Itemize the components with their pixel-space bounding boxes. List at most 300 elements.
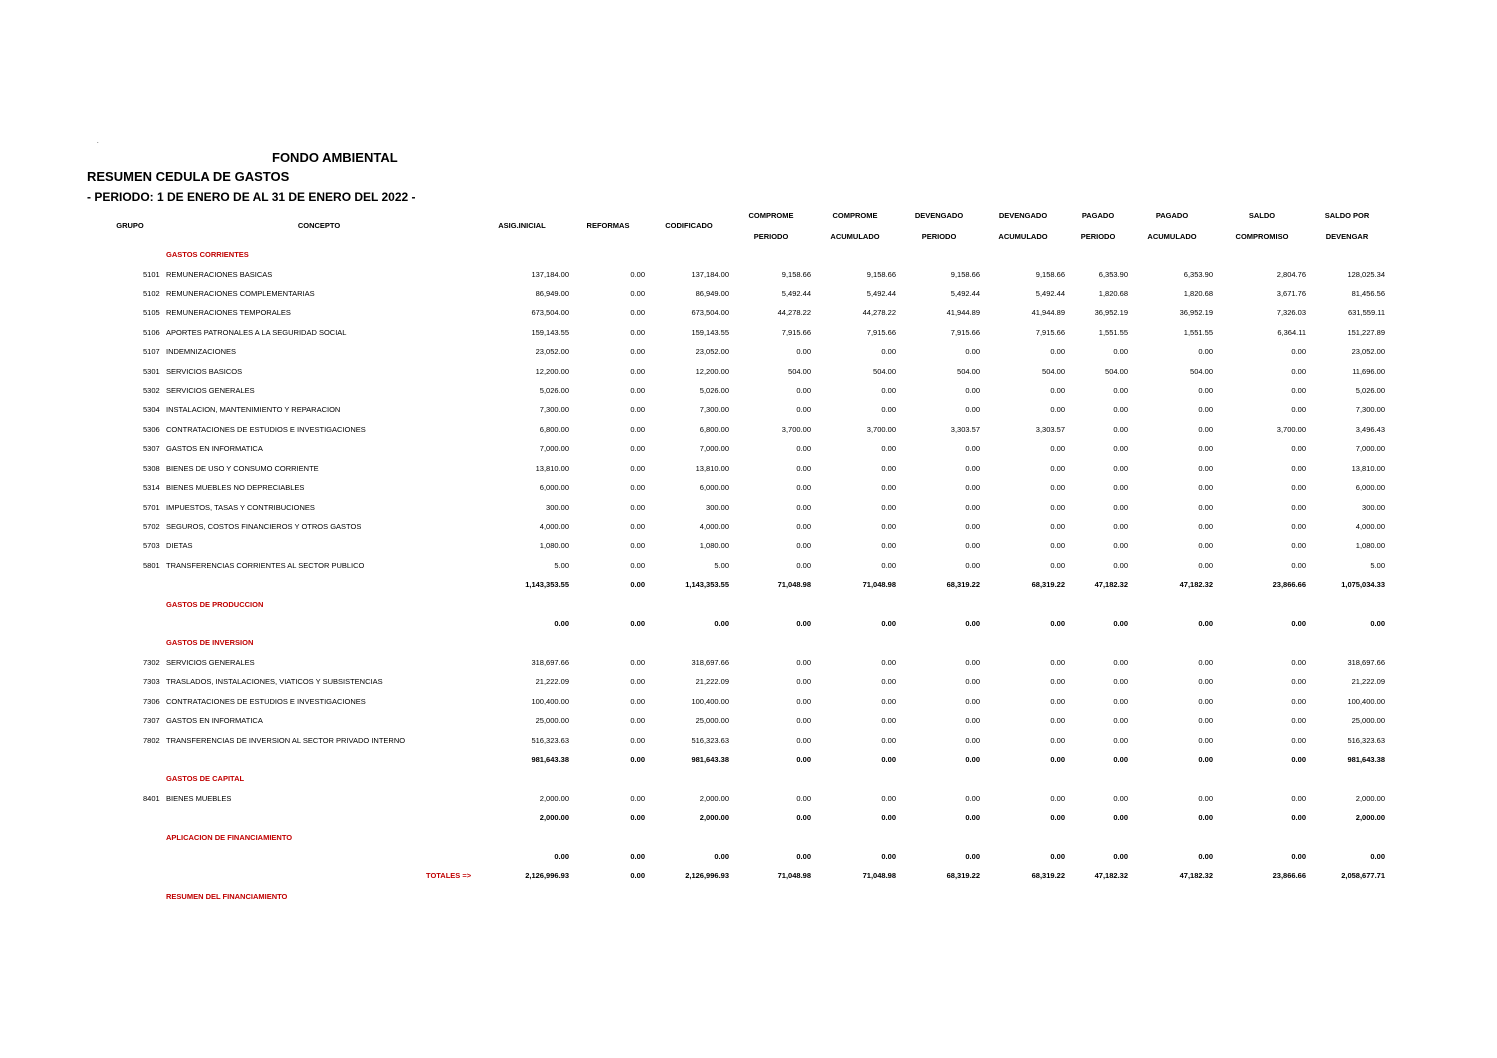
cell-saldo-compromiso: 0.00 [1291, 794, 1306, 803]
cell-pagado-periodo: 0.00 [1113, 658, 1128, 667]
cell-asig-inicial: 300.00 [546, 503, 569, 512]
cell-reformas: 0.00 [630, 755, 645, 764]
cell-pagado-acumulado: 0.00 [1198, 405, 1213, 414]
cell-pagado-periodo: 0.00 [1113, 852, 1128, 861]
row-concept: TRANSFERENCIAS DE INVERSION AL SECTOR PRIVADO INTERNO [166, 736, 406, 745]
cell-saldo-compromiso: 0.00 [1291, 755, 1306, 764]
cell-reformas: 0.00 [630, 716, 645, 725]
cell-devengado-periodo: 0.00 [965, 852, 980, 861]
cell-comprome-periodo: 0.00 [796, 483, 811, 492]
cell-devengado-periodo: 0.00 [965, 813, 980, 822]
cell-asig-inicial: 2,126,996.93 [525, 871, 569, 880]
cell-devengado-periodo: 0.00 [965, 716, 980, 725]
cell-saldo-por-devengar: 1,075,034.33 [1341, 580, 1385, 589]
table-row [0, 464, 1497, 476]
cell-reformas: 0.00 [630, 522, 645, 531]
cell-comprome-acumulado: 0.00 [881, 541, 896, 550]
cell-saldo-compromiso: 23,866.66 [1272, 871, 1306, 880]
cell-saldo-por-devengar: 631,559.11 [1348, 308, 1385, 317]
cell-saldo-compromiso: 0.00 [1291, 367, 1306, 376]
cell-codificado: 12,200.00 [695, 367, 729, 376]
col-comprome-periodo-1: COMPROME [748, 211, 794, 220]
cell-reformas: 0.00 [630, 697, 645, 706]
cell-asig-inicial: 23,052.00 [535, 347, 569, 356]
cell-pagado-periodo: 0.00 [1113, 794, 1128, 803]
cell-devengado-acumulado: 9,158.66 [1035, 270, 1065, 279]
cell-codificado: 981,643.38 [691, 755, 729, 764]
cell-asig-inicial: 6,800.00 [539, 425, 569, 434]
row-code: 7307 [143, 716, 160, 725]
cell-comprome-periodo: 44,278.22 [777, 308, 811, 317]
subtotal-row [0, 852, 1497, 864]
cell-saldo-por-devengar: 23,052.00 [1351, 347, 1385, 356]
cell-saldo-compromiso: 0.00 [1291, 464, 1306, 473]
cell-pagado-periodo: 0.00 [1113, 347, 1128, 356]
cell-pagado-acumulado: 0.00 [1198, 697, 1213, 706]
cell-pagado-periodo: 1,820.68 [1098, 289, 1128, 298]
cell-codificado: 86,949.00 [695, 289, 729, 298]
cell-pagado-periodo: 6,353.90 [1098, 270, 1128, 279]
col-saldo-comp-2: COMPROMISO [1235, 232, 1289, 241]
table-row [0, 483, 1497, 495]
cell-devengado-periodo: 0.00 [965, 464, 980, 473]
row-code: 5304 [143, 405, 160, 414]
cell-asig-inicial: 4,000.00 [539, 522, 569, 531]
cell-comprome-periodo: 0.00 [796, 716, 811, 725]
cell-devengado-periodo: 68,319.22 [946, 580, 980, 589]
financing-summary-title: RESUMEN DEL FINANCIAMIENTO [166, 892, 288, 901]
cell-saldo-compromiso: 2,804.76 [1276, 270, 1306, 279]
cell-devengado-acumulado: 0.00 [1050, 716, 1065, 725]
cell-saldo-compromiso: 0.00 [1291, 405, 1306, 414]
cell-comprome-acumulado: 0.00 [881, 755, 896, 764]
cell-codificado: 100,400.00 [691, 697, 729, 706]
cell-pagado-acumulado: 1,820.68 [1183, 289, 1213, 298]
cell-asig-inicial: 13,810.00 [535, 464, 569, 473]
table-row [0, 386, 1497, 398]
cell-saldo-por-devengar: 300.00 [1362, 503, 1385, 512]
cell-saldo-por-devengar: 2,058,677.71 [1341, 871, 1385, 880]
cell-asig-inicial: 12,200.00 [535, 367, 569, 376]
cell-codificado: 5,026.00 [699, 386, 729, 395]
cell-asig-inicial: 6,000.00 [539, 483, 569, 492]
cell-devengado-periodo: 3,303.57 [950, 425, 980, 434]
cell-codificado: 25,000.00 [695, 716, 729, 725]
cell-reformas: 0.00 [630, 871, 645, 880]
table-row [0, 444, 1497, 456]
cell-reformas: 0.00 [630, 794, 645, 803]
cell-comprome-periodo: 0.00 [796, 677, 811, 686]
cell-devengado-acumulado: 68,319.22 [1031, 871, 1065, 880]
cell-devengado-periodo: 0.00 [965, 561, 980, 570]
cell-devengado-acumulado: 0.00 [1050, 522, 1065, 531]
cell-comprome-acumulado: 0.00 [881, 503, 896, 512]
cell-comprome-periodo: 504.00 [788, 367, 811, 376]
cell-devengado-acumulado: 0.00 [1050, 697, 1065, 706]
cell-reformas: 0.00 [630, 405, 645, 414]
cell-saldo-por-devengar: 128,025.34 [1347, 270, 1385, 279]
row-concept: SEGUROS, COSTOS FINANCIEROS Y OTROS GASTOS [166, 522, 362, 531]
row-code: 5702 [143, 522, 160, 531]
table-row [0, 328, 1497, 340]
cell-devengado-periodo: 0.00 [965, 736, 980, 745]
cell-reformas: 0.00 [630, 736, 645, 745]
cell-devengado-periodo: 5,492.44 [950, 289, 980, 298]
table-row [0, 503, 1497, 515]
cell-codificado: 516,323.63 [691, 736, 729, 745]
cell-comprome-acumulado: 0.00 [881, 561, 896, 570]
cell-devengado-periodo: 0.00 [965, 794, 980, 803]
cell-pagado-periodo: 36,952.19 [1094, 308, 1128, 317]
cell-devengado-periodo: 0.00 [965, 444, 980, 453]
cell-saldo-compromiso: 0.00 [1291, 736, 1306, 745]
cell-comprome-acumulado: 0.00 [881, 444, 896, 453]
totals-row [0, 871, 1497, 883]
row-concept: SERVICIOS GENERALES [166, 386, 255, 395]
cell-pagado-periodo: 0.00 [1113, 405, 1128, 414]
cell-saldo-por-devengar: 1,080.00 [1355, 541, 1385, 550]
cell-devengado-acumulado: 0.00 [1050, 464, 1065, 473]
col-comprome-acum-1: COMPROME [832, 211, 878, 220]
col-codificado: CODIFICADO [665, 221, 713, 230]
cell-pagado-periodo: 0.00 [1113, 541, 1128, 550]
table-row [0, 561, 1497, 573]
row-concept: TRANSFERENCIAS CORRIENTES AL SECTOR PUBLICO [166, 561, 365, 570]
cell-pagado-acumulado: 1,551.55 [1183, 328, 1213, 337]
cell-pagado-periodo: 0.00 [1113, 425, 1128, 434]
cell-codificado: 7,000.00 [699, 444, 729, 453]
cell-devengado-acumulado: 0.00 [1050, 852, 1065, 861]
row-code: 5307 [143, 444, 160, 453]
cell-reformas: 0.00 [630, 483, 645, 492]
cell-saldo-por-devengar: 5.00 [1370, 561, 1385, 570]
cell-codificado: 13,810.00 [695, 464, 729, 473]
row-concept: REMUNERACIONES BASICAS [166, 270, 273, 279]
cell-comprome-acumulado: 0.00 [881, 464, 896, 473]
cell-comprome-periodo: 0.00 [796, 697, 811, 706]
cell-pagado-periodo: 0.00 [1113, 444, 1128, 453]
subtotal-row [0, 813, 1497, 825]
cell-comprome-acumulado: 7,915.66 [866, 328, 896, 337]
cell-asig-inicial: 5,026.00 [539, 386, 569, 395]
cell-asig-inicial: 2,000.00 [539, 813, 569, 822]
cell-pagado-acumulado: 0.00 [1198, 522, 1213, 531]
cell-devengado-acumulado: 0.00 [1050, 736, 1065, 745]
cell-devengado-acumulado: 41,944.89 [1031, 308, 1065, 317]
table-row [0, 716, 1497, 728]
cell-comprome-acumulado: 0.00 [881, 386, 896, 395]
cell-comprome-acumulado: 0.00 [881, 736, 896, 745]
cell-devengado-periodo: 504.00 [957, 367, 980, 376]
cell-asig-inicial: 0.00 [554, 852, 569, 861]
cell-reformas: 0.00 [630, 677, 645, 686]
cell-comprome-acumulado: 0.00 [881, 697, 896, 706]
cell-pagado-periodo: 0.00 [1113, 697, 1128, 706]
row-code: 7303 [143, 677, 160, 686]
table-row [0, 794, 1497, 806]
cell-pagado-acumulado: 504.00 [1190, 367, 1213, 376]
cell-devengado-acumulado: 0.00 [1050, 405, 1065, 414]
cell-pagado-periodo: 0.00 [1113, 522, 1128, 531]
cell-asig-inicial: 25,000.00 [535, 716, 569, 725]
cell-comprome-acumulado: 0.00 [881, 483, 896, 492]
cell-pagado-periodo: 47,182.32 [1094, 871, 1128, 880]
cell-codificado: 159,143.55 [691, 328, 729, 337]
page-mark: . [97, 139, 99, 145]
cell-comprome-acumulado: 0.00 [881, 794, 896, 803]
cell-pagado-acumulado: 0.00 [1198, 794, 1213, 803]
cell-comprome-acumulado: 0.00 [881, 347, 896, 356]
cell-codificado: 318,697.66 [691, 658, 729, 667]
col-asig-inicial: ASIG.INICIAL [498, 221, 546, 230]
cell-asig-inicial: 159,143.55 [531, 328, 569, 337]
totals-label: TOTALES => [426, 871, 472, 880]
col-comprome-acum-2: ACUMULADO [830, 232, 880, 241]
col-pagado-periodo-1: PAGADO [1081, 211, 1115, 220]
cell-comprome-acumulado: 0.00 [881, 852, 896, 861]
cell-pagado-periodo: 1,551.55 [1098, 328, 1128, 337]
cell-saldo-por-devengar: 2,000.00 [1355, 813, 1385, 822]
cell-pagado-acumulado: 47,182.32 [1179, 580, 1213, 589]
cell-saldo-por-devengar: 6,000.00 [1355, 483, 1385, 492]
cell-codificado: 300.00 [706, 503, 729, 512]
cell-codificado: 4,000.00 [699, 522, 729, 531]
cell-comprome-periodo: 0.00 [796, 464, 811, 473]
row-code: 5703 [143, 541, 160, 550]
cell-comprome-acumulado: 0.00 [881, 716, 896, 725]
col-grupo: GRUPO [116, 221, 144, 230]
cell-devengado-acumulado: 0.00 [1050, 386, 1065, 395]
table-row [0, 677, 1497, 689]
cell-comprome-periodo: 0.00 [796, 386, 811, 395]
cell-comprome-periodo: 0.00 [796, 561, 811, 570]
cell-devengado-periodo: 0.00 [965, 347, 980, 356]
col-saldo-dev-1: SALDO POR [1324, 211, 1370, 220]
cell-reformas: 0.00 [630, 328, 645, 337]
report-subtitle: RESUMEN CEDULA DE GASTOS [87, 169, 290, 184]
cell-reformas: 0.00 [630, 347, 645, 356]
cell-devengado-periodo: 0.00 [965, 677, 980, 686]
cell-pagado-acumulado: 0.00 [1198, 658, 1213, 667]
table-row [0, 522, 1497, 534]
cell-codificado: 5.00 [714, 561, 729, 570]
col-devengado-periodo-1: DEVENGADO [914, 211, 964, 220]
cell-comprome-periodo: 0.00 [796, 813, 811, 822]
cell-devengado-periodo: 0.00 [965, 658, 980, 667]
cell-comprome-acumulado: 9,158.66 [866, 270, 896, 279]
cell-reformas: 0.00 [630, 289, 645, 298]
cell-pagado-periodo: 0.00 [1113, 813, 1128, 822]
cell-codificado: 2,000.00 [699, 813, 729, 822]
cell-comprome-periodo: 71,048.98 [777, 871, 811, 880]
col-pagado-acum-2: ACUMULADO [1147, 232, 1197, 241]
cell-asig-inicial: 1,143,353.55 [525, 580, 569, 589]
cell-saldo-compromiso: 0.00 [1291, 619, 1306, 628]
col-devengado-acum-1: DEVENGADO [998, 211, 1048, 220]
cell-devengado-periodo: 0.00 [965, 755, 980, 764]
cell-codificado: 23,052.00 [695, 347, 729, 356]
row-concept: TRASLADOS, INSTALACIONES, VIATICOS Y SUBSISTENCIAS [166, 677, 383, 686]
cell-saldo-compromiso: 0.00 [1291, 677, 1306, 686]
cell-comprome-acumulado: 0.00 [881, 522, 896, 531]
cell-pagado-acumulado: 0.00 [1198, 425, 1213, 434]
cell-saldo-por-devengar: 151,227.89 [1347, 328, 1385, 337]
row-concept: BIENES MUEBLES [166, 794, 232, 803]
row-code: 5302 [143, 386, 160, 395]
cell-devengado-periodo: 41,944.89 [946, 308, 980, 317]
cell-pagado-periodo: 0.00 [1113, 464, 1128, 473]
cell-asig-inicial: 318,697.66 [531, 658, 569, 667]
cell-saldo-por-devengar: 0.00 [1370, 619, 1385, 628]
cell-asig-inicial: 2,000.00 [539, 794, 569, 803]
cell-saldo-por-devengar: 13,810.00 [1351, 464, 1385, 473]
cell-codificado: 1,080.00 [699, 541, 729, 550]
table-row [0, 736, 1497, 748]
cell-codificado: 7,300.00 [699, 405, 729, 414]
cell-pagado-acumulado: 47,182.32 [1179, 871, 1213, 880]
cell-devengado-acumulado: 504.00 [1042, 367, 1065, 376]
cell-saldo-compromiso: 3,700.00 [1276, 425, 1306, 434]
cell-devengado-acumulado: 0.00 [1050, 677, 1065, 686]
col-devengado-acum-2: ACUMULADO [998, 232, 1048, 241]
cell-devengado-periodo: 0.00 [965, 522, 980, 531]
cell-comprome-periodo: 71,048.98 [777, 580, 811, 589]
row-concept: APORTES PATRONALES A LA SEGURIDAD SOCIAL [166, 328, 347, 337]
cell-pagado-periodo: 0.00 [1113, 386, 1128, 395]
cell-saldo-compromiso: 0.00 [1291, 813, 1306, 822]
row-code: 7802 [143, 736, 160, 745]
cell-saldo-compromiso: 6,364.11 [1277, 328, 1306, 337]
row-code: 5306 [143, 425, 160, 434]
subtotal-row [0, 619, 1497, 631]
cell-devengado-acumulado: 0.00 [1050, 658, 1065, 667]
section-title-inversion: GASTOS DE INVERSION [166, 638, 254, 647]
cell-asig-inicial: 516,323.63 [531, 736, 569, 745]
row-concept: IMPUESTOS, TASAS Y CONTRIBUCIONES [166, 503, 315, 512]
cell-reformas: 0.00 [630, 367, 645, 376]
cell-devengado-acumulado: 5,492.44 [1035, 289, 1065, 298]
cell-reformas: 0.00 [630, 813, 645, 822]
cell-asig-inicial: 21,222.09 [535, 677, 569, 686]
cell-devengado-acumulado: 0.00 [1050, 444, 1065, 453]
table-row [0, 270, 1497, 282]
cell-asig-inicial: 100,400.00 [531, 697, 569, 706]
cell-codificado: 2,000.00 [699, 794, 729, 803]
cell-devengado-acumulado: 0.00 [1050, 483, 1065, 492]
table-row [0, 658, 1497, 670]
cell-saldo-por-devengar: 4,000.00 [1355, 522, 1385, 531]
row-code: 5701 [143, 503, 160, 512]
cell-pagado-acumulado: 0.00 [1198, 347, 1213, 356]
col-reformas: REFORMAS [586, 221, 630, 230]
cell-saldo-por-devengar: 7,300.00 [1355, 405, 1385, 414]
cell-codificado: 21,222.09 [695, 677, 729, 686]
row-code: 5101 [143, 270, 160, 279]
cell-devengado-periodo: 68,319.22 [946, 871, 980, 880]
cell-saldo-por-devengar: 100,400.00 [1347, 697, 1385, 706]
subtotal-row [0, 755, 1497, 767]
row-code: 5801 [143, 561, 160, 570]
cell-devengado-acumulado: 0.00 [1050, 619, 1065, 628]
cell-pagado-acumulado: 0.00 [1198, 755, 1213, 764]
row-concept: BIENES MUEBLES NO DEPRECIABLES [166, 483, 305, 492]
row-code: 5314 [143, 483, 160, 492]
cell-comprome-periodo: 0.00 [796, 658, 811, 667]
cell-comprome-acumulado: 71,048.98 [862, 871, 896, 880]
cell-comprome-acumulado: 0.00 [881, 619, 896, 628]
section-title-aplicacion: APLICACION DE FINANCIAMIENTO [166, 833, 293, 842]
table-row [0, 425, 1497, 437]
cell-saldo-por-devengar: 7,000.00 [1355, 444, 1385, 453]
row-code: 8401 [143, 794, 160, 803]
cell-codificado: 6,000.00 [699, 483, 729, 492]
cell-pagado-acumulado: 0.00 [1198, 464, 1213, 473]
table-row [0, 289, 1497, 301]
cell-pagado-periodo: 0.00 [1113, 483, 1128, 492]
cell-saldo-por-devengar: 0.00 [1370, 852, 1385, 861]
row-code: 7306 [143, 697, 160, 706]
cell-saldo-compromiso: 0.00 [1291, 541, 1306, 550]
cell-devengado-acumulado: 7,915.66 [1035, 328, 1065, 337]
cell-saldo-compromiso: 0.00 [1291, 444, 1306, 453]
cell-saldo-compromiso: 0.00 [1291, 852, 1306, 861]
cell-pagado-periodo: 0.00 [1113, 561, 1128, 570]
cell-comprome-periodo: 0.00 [796, 503, 811, 512]
cell-comprome-periodo: 0.00 [796, 852, 811, 861]
cell-comprome-periodo: 0.00 [796, 794, 811, 803]
table-row [0, 541, 1497, 553]
table-row [0, 367, 1497, 379]
cell-comprome-acumulado: 71,048.98 [862, 580, 896, 589]
table-row [0, 405, 1497, 417]
cell-devengado-acumulado: 0.00 [1050, 347, 1065, 356]
cell-pagado-acumulado: 0.00 [1198, 813, 1213, 822]
cell-pagado-periodo: 0.00 [1113, 503, 1128, 512]
col-devengado-periodo-2: PERIODO [921, 232, 957, 241]
cell-devengado-periodo: 0.00 [965, 503, 980, 512]
cell-saldo-por-devengar: 21,222.09 [1351, 677, 1385, 686]
cell-devengado-acumulado: 0.00 [1050, 813, 1065, 822]
cell-asig-inicial: 5.00 [554, 561, 569, 570]
cell-comprome-acumulado: 5,492.44 [866, 289, 896, 298]
cell-devengado-periodo: 0.00 [965, 697, 980, 706]
section-title-corrientes: GASTOS CORRIENTES [166, 250, 249, 259]
cell-reformas: 0.00 [630, 444, 645, 453]
cell-devengado-periodo: 0.00 [965, 619, 980, 628]
table-row [0, 347, 1497, 359]
cell-pagado-periodo: 0.00 [1113, 755, 1128, 764]
cell-comprome-acumulado: 0.00 [881, 813, 896, 822]
cell-pagado-acumulado: 6,353.90 [1183, 270, 1213, 279]
cell-devengado-acumulado: 0.00 [1050, 755, 1065, 764]
cell-devengado-acumulado: 0.00 [1050, 541, 1065, 550]
cell-comprome-periodo: 0.00 [796, 755, 811, 764]
cell-pagado-acumulado: 0.00 [1198, 483, 1213, 492]
cell-pagado-periodo: 47,182.32 [1094, 580, 1128, 589]
cell-codificado: 6,800.00 [699, 425, 729, 434]
subtotal-row [0, 580, 1497, 592]
cell-asig-inicial: 7,000.00 [539, 444, 569, 453]
cell-saldo-por-devengar: 11,696.00 [1352, 367, 1385, 376]
cell-devengado-periodo: 0.00 [965, 483, 980, 492]
cell-saldo-por-devengar: 516,323.63 [1347, 736, 1385, 745]
row-concept: CONTRATACIONES DE ESTUDIOS E INVESTIGACIONES [166, 697, 366, 706]
row-code: 5107 [143, 347, 160, 356]
section-title-capital: GASTOS DE CAPITAL [166, 774, 245, 783]
cell-comprome-periodo: 3,700.00 [781, 425, 811, 434]
cell-reformas: 0.00 [630, 541, 645, 550]
cell-reformas: 0.00 [630, 619, 645, 628]
